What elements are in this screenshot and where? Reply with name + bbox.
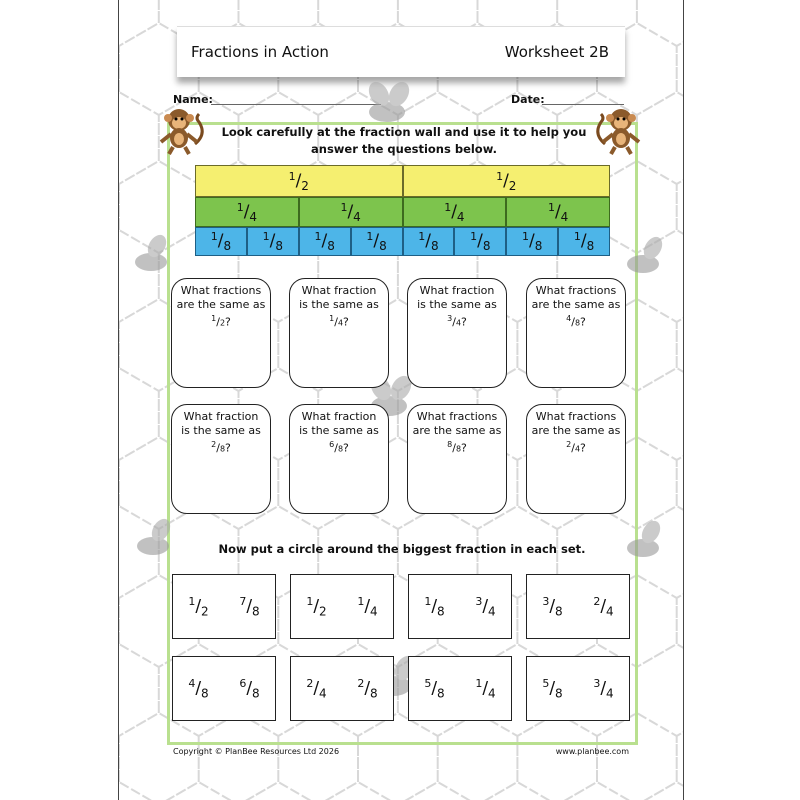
question-text: What fraction (301, 284, 377, 297)
fraction-wall-cell (299, 197, 403, 227)
fraction-label: $^1/_2$ (496, 169, 517, 193)
question-text: are the same as (176, 298, 266, 311)
answer-box[interactable] (407, 278, 507, 388)
fraction-option: $^2/_8$ (357, 676, 378, 701)
compare-set[interactable] (408, 656, 512, 721)
instructions-circle: Now put a circle around the biggest fraction in each set. (218, 542, 586, 556)
fraction-option: $^2/_4$ (593, 594, 614, 619)
question-text: $^2$/4? (566, 440, 586, 455)
fraction-label: $^1/_8$ (470, 230, 491, 253)
compare-set[interactable] (408, 574, 512, 639)
fraction-option: $^2/_4$ (306, 676, 327, 701)
bee-icon (615, 520, 675, 565)
worksheet-number: Worksheet 2B (504, 43, 609, 61)
question-text: $^1$/2? (211, 314, 231, 329)
fraction-option: $^3/_4$ (593, 676, 614, 701)
fraction-label: $^1/_8$ (314, 230, 335, 253)
monkey-icon (593, 104, 645, 156)
answer-box[interactable] (526, 404, 626, 514)
question-text: are the same as (531, 298, 621, 311)
fraction-option: $^4/_8$ (188, 676, 209, 701)
fraction-wall (195, 165, 610, 256)
answer-box[interactable] (407, 404, 507, 514)
compare-set[interactable] (526, 656, 630, 721)
date-label: Date: (511, 93, 545, 106)
fraction-wall-cell (506, 197, 610, 227)
fraction-option: $^1/_2$ (306, 594, 327, 619)
fraction-wall-cell (195, 227, 247, 256)
fraction-label: $^1/_8$ (366, 230, 387, 253)
instructions-intro: Look carefully at the fraction wall and use it to help you answer the questions below. (221, 125, 587, 156)
question-text: is the same as $^6$/8? (299, 424, 379, 455)
fraction-wall-cell (558, 227, 610, 256)
question-text: is the same as $^1$/4? (299, 298, 379, 329)
compare-set[interactable] (290, 574, 394, 639)
website-link[interactable]: www.planbee.com (555, 747, 629, 756)
answer-box[interactable] (171, 278, 271, 388)
compare-set[interactable] (172, 574, 276, 639)
fraction-option: $^5/_8$ (424, 676, 445, 701)
fraction-wall-cell (351, 227, 403, 256)
question-text: are the same as (531, 424, 621, 437)
compare-set[interactable] (526, 574, 630, 639)
question-text: are the same as (412, 424, 502, 437)
question-text: $^8$/8? (447, 440, 467, 455)
fraction-label: $^1/_8$ (573, 230, 595, 253)
answer-box[interactable] (289, 404, 389, 514)
copyright-text: Copyright © PlanBee Resources Ltd 2026 (173, 747, 340, 756)
fraction-wall-quarters (195, 197, 610, 227)
answer-box[interactable] (289, 278, 389, 388)
fraction-option: $^3/_4$ (475, 594, 496, 619)
fraction-wall-cell (454, 227, 506, 256)
question-text: What fraction (419, 284, 495, 297)
fraction-option: $^6/_8$ (239, 676, 260, 701)
fraction-wall-cell (299, 227, 351, 256)
fraction-wall-cell (195, 197, 299, 227)
question-text: What fractions (180, 284, 262, 297)
question-text: $^4$/8? (566, 314, 586, 329)
name-field[interactable] (211, 104, 381, 105)
title-banner (177, 26, 625, 77)
question-text: What fractions (535, 284, 617, 297)
question-text: What fractions (416, 410, 498, 423)
answer-box[interactable] (171, 404, 271, 514)
question-text: What fraction (301, 410, 377, 423)
worksheet-title: Fractions in Action (191, 43, 329, 61)
fraction-label: $^1/_4$ (340, 200, 361, 224)
fraction-wall-eighths (195, 227, 610, 256)
fraction-wall-cell (506, 227, 558, 256)
fraction-option: $^5/_8$ (542, 676, 563, 701)
fraction-label: $^1/_8$ (418, 230, 439, 253)
name-label: Name: (173, 93, 213, 106)
fraction-wall-cell (403, 197, 507, 227)
fraction-label: $^1/_4$ (547, 200, 569, 224)
fraction-label: $^1/_8$ (262, 230, 283, 253)
fraction-wall-halves (195, 165, 610, 197)
fraction-option: $^3/_8$ (542, 594, 563, 619)
answer-box[interactable] (526, 278, 626, 388)
bee-icon (123, 234, 183, 279)
fraction-label: $^1/_8$ (210, 230, 232, 253)
fraction-option: $^1/_4$ (475, 676, 496, 701)
fraction-wall-cell (195, 165, 403, 197)
question-text: What fractions (535, 410, 617, 423)
bee-icon (357, 80, 427, 130)
question-text: is the same as $^2$/8? (181, 424, 261, 455)
question-text: What fraction (183, 410, 259, 423)
bee-icon (125, 518, 185, 563)
fraction-option: $^1/_8$ (424, 594, 445, 619)
fraction-wall-cell (403, 165, 611, 197)
fraction-label: $^1/_4$ (444, 200, 465, 224)
question-text: is the same as $^3$/4? (417, 298, 497, 329)
monkey-icon (155, 104, 207, 156)
compare-set[interactable] (172, 656, 276, 721)
fraction-option: $^1/_2$ (188, 594, 209, 619)
fraction-wall-cell (247, 227, 299, 256)
fraction-option: $^1/_4$ (357, 594, 378, 619)
fraction-label: $^1/_8$ (522, 230, 543, 253)
fraction-label: $^1/_2$ (288, 169, 309, 193)
compare-set[interactable] (290, 656, 394, 721)
fraction-wall-cell (403, 227, 455, 256)
fraction-option: $^7/_8$ (239, 594, 260, 619)
bee-icon (613, 236, 673, 281)
fraction-label: $^1/_4$ (236, 200, 258, 224)
worksheet-page (118, 0, 684, 800)
